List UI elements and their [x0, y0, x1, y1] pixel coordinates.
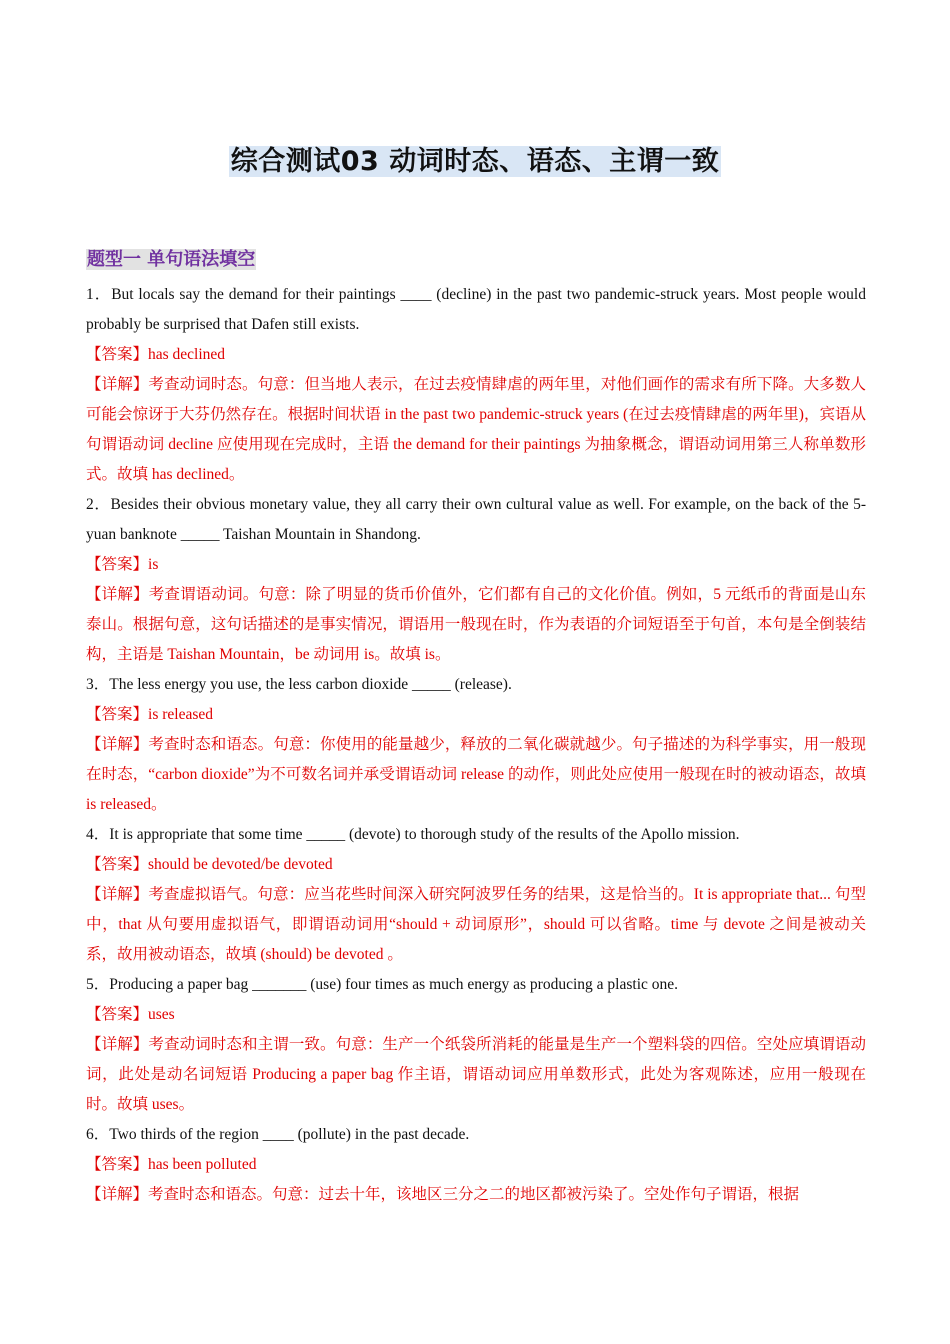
answer-1-text: has declined [148, 346, 226, 363]
answer-1 [86, 340, 866, 370]
answer-6 [86, 1150, 866, 1180]
question-3: 3．The less energy you use, the less carbon dioxide _____ (release). [86, 676, 512, 693]
answer-5 [86, 1000, 866, 1030]
answer-label: 【答案】 [86, 346, 149, 363]
detail-label: 【详解】 [86, 376, 149, 393]
answer-3 [86, 700, 866, 730]
detail-5-text: 考查动词时态和主谓一致。句意：生产一个纸袋所消耗的能量是生产一个塑料袋的四倍。空处应填谓语动词，此处是动名词短语 Producing a paper bag 作主语，谓语动词应用单数形式，此处为客观陈述，应用一般现在时。故填 uses。 [86, 1036, 866, 1113]
detail-1-text: 考查动词时态。句意：但当地人表示，在过去疫情肆虐的两年里，对他们画作的需求有所下降。大多数人可能会惊讶于大芬仍然存在。根据时间状语 in the past two pandemic-struck years (在过去疫情肆虐的两年里)，宾语从句谓语动词 decline 应使用现在完成时，主语 the demand for their paintings 为抽象概念，谓语动词用第三人称单数形式。故填 has declined。 [86, 376, 866, 483]
answer-label: 【答案】 [86, 856, 149, 873]
detail-4-text: 考查虚拟语气。句意：应当花些时间深入研究阿波罗任务的结果，这是恰当的。It is appropriate that... 句型中，that 从句要用虚拟语气，即谓语动词用“should + 动词原形”，should 可以省略。time 与 devote 之间是被动关系，故用被动语态，故填 (should) be devoted 。 [86, 886, 866, 963]
question-4: 4．It is appropriate that some time _____ (devote) to thorough study of the results of the Apollo mission. [86, 826, 740, 843]
answer-2 [86, 550, 866, 580]
detail-label: 【详解】 [86, 586, 149, 603]
detail-1 [86, 370, 866, 490]
detail-3-text: 考查时态和语态。句意：你使用的能量越少，释放的二氧化碳就越少。句子描述的为科学事实，用一般现在时态，“carbon dioxide”为不可数名词并承受谓语动词 release 的动作，则此处应使用一般现在时的被动语态，故填 is released。 [86, 736, 866, 813]
section-heading [86, 246, 256, 274]
detail-5 [86, 1030, 866, 1120]
question-6: 6．Two thirds of the region ____ (pollute) in the past decade. [86, 1126, 470, 1143]
answer-4-text: should be devoted/be devoted [148, 856, 333, 873]
page-title [0, 142, 950, 182]
answer-label: 【答案】 [86, 706, 149, 723]
detail-label: 【详解】 [86, 736, 149, 753]
page-title-text: 综合测试03 动词时态、语态、主谓一致 [230, 146, 720, 177]
answer-2-text: is [148, 556, 159, 573]
detail-label: 【详解】 [86, 1036, 149, 1053]
detail-2 [86, 580, 866, 670]
question-5: 5．Producing a paper bag _______ (use) four times as much energy as producing a plastic one. [86, 976, 679, 993]
detail-2-text: 考查谓语动词。句意：除了明显的货币价值外，它们都有自己的文化价值。例如，5 元纸币的背面是山东泰山。根据句意，这句话描述的是事实情况，谓语用一般现在时，作为表语的介词短语至于句首，本句是全倒装结构，主语是 Taishan Mountain，be 动词用 is。故填 is。 [86, 586, 866, 663]
answer-4 [86, 850, 866, 880]
answer-label: 【答案】 [86, 556, 149, 573]
answer-3-text: is released [148, 706, 213, 723]
answer-label: 【答案】 [86, 1156, 149, 1173]
detail-4 [86, 880, 866, 970]
answer-label: 【答案】 [86, 1006, 149, 1023]
detail-label: 【详解】 [86, 1186, 149, 1203]
section-heading-text: 题型一 单句语法填空 [87, 249, 256, 270]
question-list [86, 280, 866, 1210]
answer-6-text: has been polluted [148, 1156, 257, 1173]
answer-5-text: uses [148, 1006, 175, 1023]
detail-3 [86, 730, 866, 820]
question-2: 2．Besides their obvious monetary value, they all carry their own cultural value as well. For example, on the back of the 5-yuan banknote _____ Taishan Mountain in Shandong. [86, 496, 866, 543]
question-1: 1．But locals say the demand for their paintings ____ (decline) in the past two pandemic-struck years. Most people would probably be surprised that Dafen still exists. [86, 286, 866, 333]
detail-6 [86, 1180, 866, 1210]
detail-label: 【详解】 [86, 886, 149, 903]
detail-6-text: 考查时态和语态。句意：过去十年，该地区三分之二的地区都被污染了。空处作句子谓语，根据 [148, 1186, 800, 1203]
